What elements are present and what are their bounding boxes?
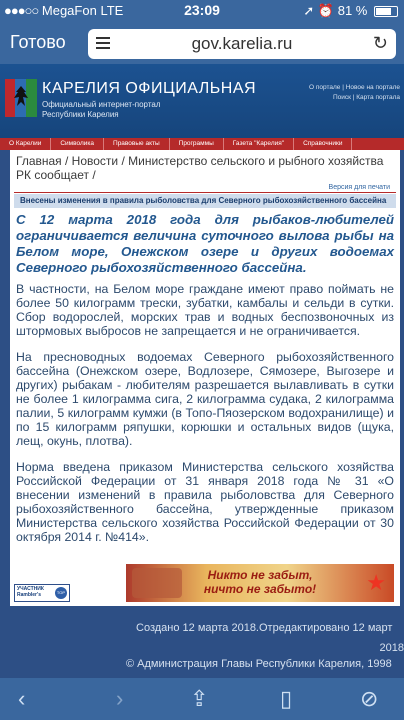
address-bar[interactable] bbox=[88, 29, 396, 59]
site-header bbox=[0, 64, 404, 138]
url-text[interactable]: gov.karelia.ru bbox=[191, 34, 293, 53]
article-lead: С 12 марта 2018 года для рыбаков-любителей ограничивается величина суточного вылова рыбы на Белом море, Онежском озере и других водоемах Северного рыбохозяйственного бассейна. bbox=[16, 212, 394, 275]
rambler-label bbox=[17, 586, 44, 598]
top-links-line-2[interactable]: Поиск | Карта портала bbox=[332, 94, 400, 101]
carrier-name: MegaFon bbox=[41, 3, 97, 18]
article-paragraph-3: Норма введена приказом Министерства сельского хозяйства Российской Федерации от 31 января 2018 года № 31 «О внесении изменений в правила рыболовства для Северного рыбохозяйственного бассейна, утвержденные приказом Министерства сельского хозяйства Российской Федерации от 30 октября 2014 г. №414». bbox=[16, 460, 394, 544]
status-bar bbox=[0, 0, 404, 22]
rambler-label-line-2: Rambler's bbox=[17, 592, 41, 598]
browser-navbar bbox=[0, 22, 404, 64]
compass-icon[interactable]: ⊘ bbox=[360, 686, 379, 711]
site-subtitle bbox=[42, 100, 161, 120]
menu-item-legal-acts[interactable]: Правовые акты bbox=[104, 138, 170, 150]
battery-percent: 81 % bbox=[337, 3, 368, 18]
article-paragraph-1: В частности, на Белом море граждане имеют право поймать не более 50 килограмм трески, зубатки, камбалы и сельди в сутки. Сбор водорослей, морских трав и водных беспозвоночных из штормовых выбросов не запрещается и не ограничивается. bbox=[16, 282, 394, 338]
main-menu bbox=[0, 138, 404, 150]
browser-toolbar bbox=[0, 678, 404, 720]
footer-year: 2018 bbox=[379, 642, 404, 654]
menu-item-programs[interactable]: Программы bbox=[170, 138, 224, 150]
clock: 23:09 bbox=[184, 2, 220, 18]
print-version-link[interactable]: Версия для печати bbox=[328, 184, 390, 191]
memory-banner[interactable] bbox=[126, 564, 394, 602]
page-footer bbox=[0, 606, 404, 678]
rambler-badge: TOP 100 bbox=[55, 587, 67, 599]
status-right bbox=[303, 3, 398, 19]
article-paragraph-2: На пресноводных водоемах Северного рыбохозяйственного бассейна (Онежском озере, Водлозере, Сямозере, Выгозере и других) рыбакам - любителям разрешается вылавливать в сутки не более 1 килограмма сига, 2 килограмма судака, 2 килограмма палии, 5 килограмм кумжи (в Топо-Пяозерском водохранилище) и по 15 килограмм ряпушки, корюшки и остальных видов (щука, лещ, окунь, плотва). bbox=[16, 350, 394, 448]
rambler-top100-banner[interactable] bbox=[14, 584, 70, 606]
soldier-image bbox=[132, 568, 182, 598]
memory-banner-text: Никто не забыт, ничто не забыто! bbox=[203, 568, 317, 596]
network-type: LTE bbox=[100, 3, 124, 18]
karelia-emblem-icon[interactable] bbox=[4, 78, 38, 118]
forward-icon[interactable]: › bbox=[116, 686, 124, 711]
menu-item-directories[interactable]: Справочники bbox=[294, 138, 352, 150]
breadcrumb[interactable]: Главная / Новости / Министерство сельского и рыбного хозяйства РК сообщает / bbox=[16, 154, 384, 182]
location-icon: ➚ bbox=[303, 3, 315, 18]
menu-item-about[interactable]: О Карелии bbox=[0, 138, 51, 150]
site-subtitle-line-1: Официальный интернет-портал bbox=[42, 100, 161, 109]
content-panel bbox=[10, 150, 400, 606]
menu-item-symbols[interactable]: Символика bbox=[51, 138, 104, 150]
article-headline: Внесены изменения в правила рыболовства для Северного рыбохозяйственного бассейна bbox=[14, 194, 396, 208]
star-icon: ★ bbox=[366, 570, 386, 595]
battery-icon bbox=[374, 6, 398, 17]
alarm-icon: ⏰ bbox=[317, 3, 335, 18]
share-icon[interactable]: ⇪ bbox=[190, 686, 209, 711]
reload-icon[interactable]: ↻ bbox=[372, 33, 388, 53]
bookmarks-icon[interactable]: ▯ bbox=[280, 686, 293, 711]
back-icon[interactable]: ‹ bbox=[18, 686, 26, 711]
site-subtitle-line-2: Республики Карелия bbox=[42, 110, 119, 119]
footer-copyright: © Администрация Главы Республики Карелия, 1998 bbox=[126, 658, 392, 670]
top-links-line-1[interactable]: О портале | Новое на портале bbox=[309, 84, 400, 91]
menu-item-newspaper[interactable]: Газета "Карелия" bbox=[224, 138, 294, 150]
site-title[interactable]: КАРЕЛИЯ ОФИЦИАЛЬНАЯ bbox=[42, 80, 257, 97]
rambler-label-line-1: УЧАСТНИК bbox=[17, 586, 44, 592]
done-button[interactable]: Готово bbox=[10, 32, 66, 52]
signal-icon: ●●●○○ bbox=[4, 3, 39, 18]
divider bbox=[14, 192, 396, 193]
top-links[interactable] bbox=[309, 83, 400, 103]
footer-created: Создано 12 марта 2018.Отредактировано 12 март bbox=[136, 622, 393, 634]
